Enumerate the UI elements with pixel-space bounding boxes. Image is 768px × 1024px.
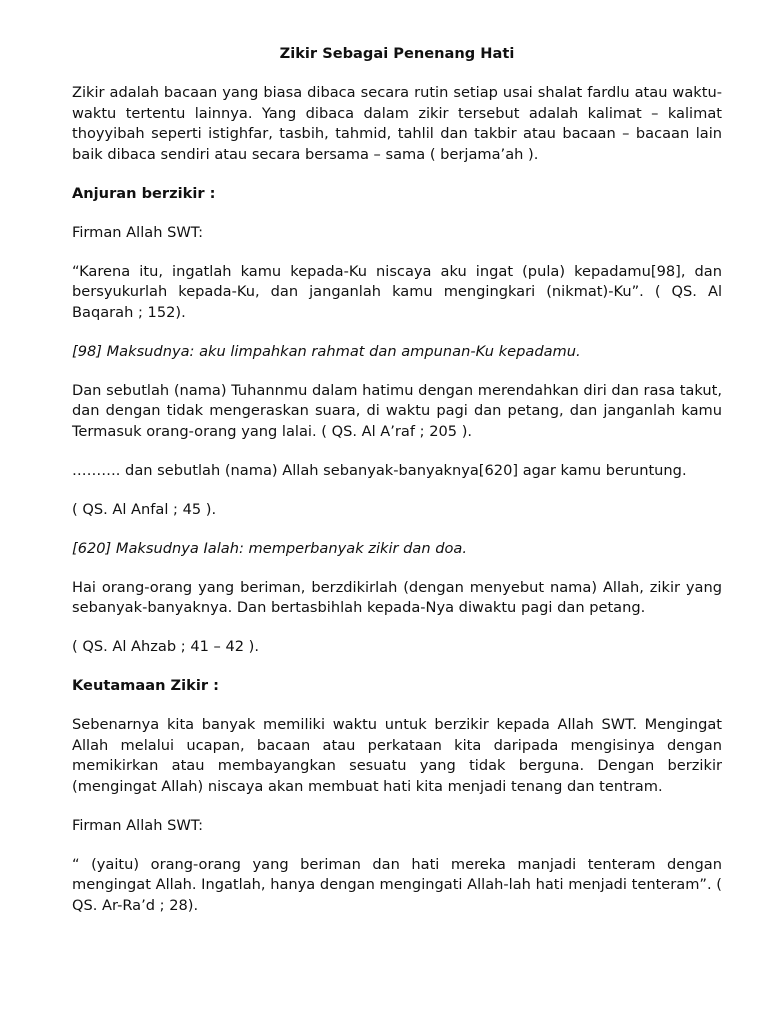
footnote-98: [98] Maksudnya: aku limpahkan rahmat dan ampunan-Ku kepadamu. (72, 342, 581, 360)
paragraph-anfal: ………. dan sebutlah (nama) Allah sebanyak-banyaknya[620] agar kamu beruntung. (72, 461, 687, 479)
document-title: Zikir Sebagai Penenang Hati (279, 45, 515, 62)
paragraph-araf: Dan sebutlah (nama) Tuhannmu dalam hatimu dengan merendahkan diri dan rasa takut, dan dengan tidak mengeraskan suara, di waktu pagi dan petang, dan janganlah kamu Termasuk orang-orang yang lalai. ( QS. Al A’raf ; 205 ). (72, 381, 722, 440)
paragraph-ahzab: Hai orang-orang yang beriman, berzdikirlah (dengan menyebut nama) Allah, zikir yang sebanyak-banyaknya. Dan bertasbihlah kepada-Nya diwaktu pagi dan petang. (72, 578, 722, 616)
reference-anfal: ( QS. Al Anfal ; 45 ). (72, 500, 217, 518)
footnote-620: [620] Maksudnya Ialah: memperbanyak zikir dan doa. (72, 539, 468, 557)
quote-rad: “ (yaitu) orang-orang yang beriman dan hati mereka manjadi tenteram dengan mengingat Allah. Ingatlah, hanya dengan mengingati Allah-lah hati menjadi tenteram”. ( QS. Ar-Ra’d ; 28). (72, 855, 722, 914)
quote-baqarah: “Karena itu, ingatlah kamu kepada-Ku niscaya aku ingat (pula) kepadamu[98], dan bersyukurlah kepada-Ku, dan janganlah kamu mengingkari (nikmat)-Ku”. ( QS. Al Baqarah ; 152). (72, 262, 722, 321)
firman-label-2: Firman Allah SWT: (72, 816, 204, 834)
paragraph-keutamaan: Sebenarnya kita banyak memiliki waktu untuk berzikir kepada Allah SWT. Mengingat Allah melalui ucapan, bacaan atau perkataan kita daripada mengisinya dengan memikirkan atau membayangkan sesuatu yang tidak berguna. Dengan berzikir (mengingat Allah) niscaya akan membuat hati kita menjadi tenang dan tentram. (72, 716, 722, 795)
intro-paragraph: Zikir adalah bacaan yang biasa dibaca secara rutin setiap usai shalat fardlu atau waktu-waktu tertentu lainnya. Yang dibaca dalam zikir tersebut adalah kalimat – kalimat thoyyibah seperti istighfar, tasbih, tahmid, tahlil dan takbir atau bacaan – bacaan lain baik dibaca sendiri atau secara bersama – sama ( berjama’ah ). (72, 84, 722, 163)
section-heading-anjuran: Anjuran berzikir : (72, 184, 216, 202)
firman-label: Firman Allah SWT: (72, 223, 204, 241)
reference-ahzab: ( QS. Al Ahzab ; 41 – 42 ). (72, 638, 260, 655)
document-page (72, 44, 722, 935)
section-heading-keutamaan: Keutamaan Zikir : (72, 677, 219, 694)
